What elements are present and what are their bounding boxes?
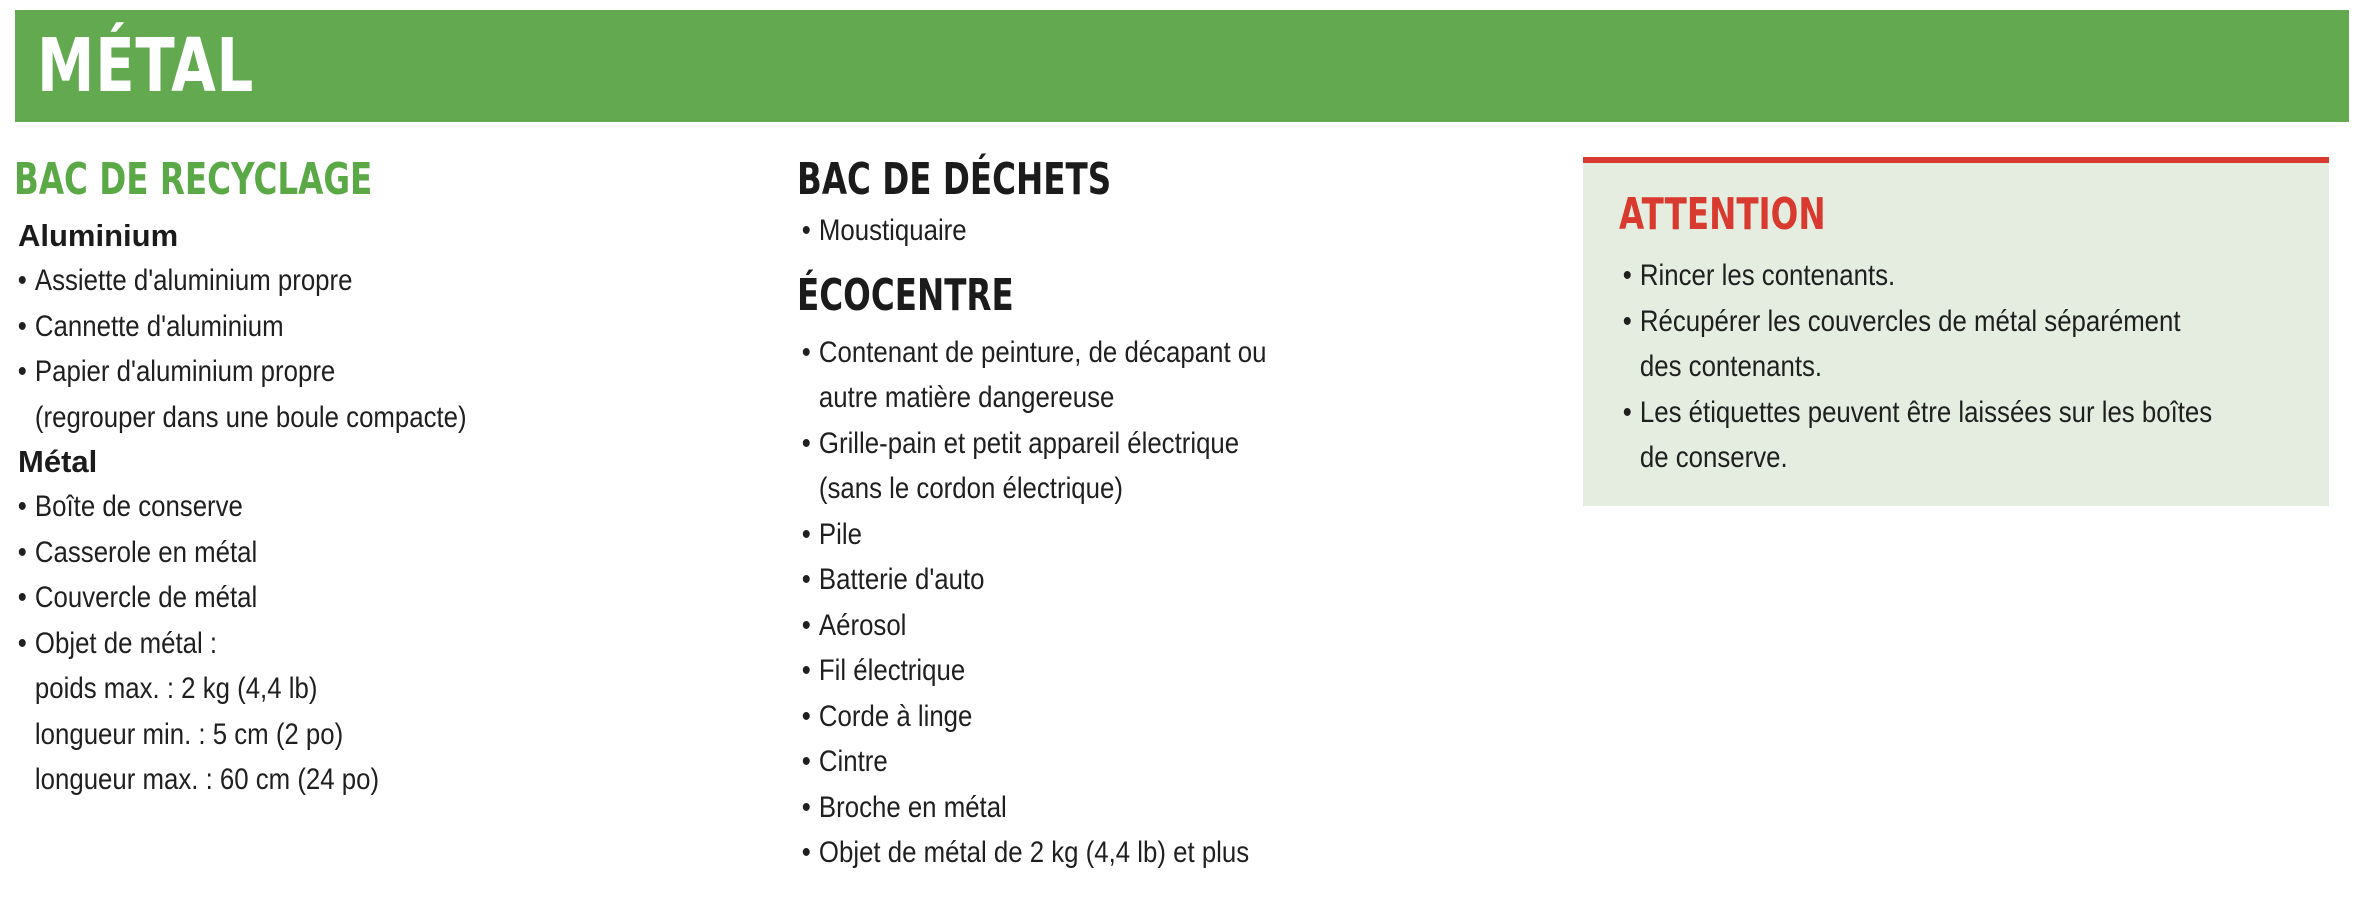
list-item-text: • Fil électrique [818,654,966,687]
list-item-text: • Corde à linge [818,699,973,733]
list-item [1621,253,2230,299]
list-item-text: • Grille-pain et petit appareil électrique [818,426,1240,460]
list-item-text: • Assiette d'aluminium propre [34,264,353,297]
attention-list [1621,253,2329,481]
list-item [800,785,1451,831]
recycling-bin-heading: BAC DE RECYCLAGE [14,154,373,205]
list-item [800,208,1451,254]
list-item [1621,390,2230,481]
list-item-text: • Aérosol [818,608,907,642]
list-item-continuation: poids max. : 2 kg (4,4 lb) [34,672,318,705]
list-item-text: • Broche en métal [818,790,1007,824]
list-item [800,512,1451,558]
page-banner [15,10,2349,122]
attention-heading: ATTENTION [1619,189,1826,240]
aluminium-list [16,258,774,440]
list-item-continuation: de conserve. [1639,441,1788,474]
list-item-text: • Objet de métal : [34,626,218,660]
list-item-text: • Papier d'aluminium propre [34,355,336,388]
list-item [800,603,1451,649]
list-item [16,621,668,803]
list-item-text: • Boîte de conserve [34,490,243,523]
list-item [800,421,1451,512]
list-item-continuation: longueur max. : 60 cm (24 po) [34,763,380,796]
list-item [800,330,1451,421]
list-item-text: • Contenant de peinture, de décapant ou [818,335,1267,369]
aluminium-subheading: Aluminium [18,218,179,253]
list-item-text: • Pile [818,517,862,551]
list-item-continuation: longueur min. : 5 cm (2 po) [34,717,344,751]
metal-list [16,484,774,803]
waste-bin-list [800,208,1557,254]
list-item [800,830,1451,876]
list-item-text: • Moustiquaire [818,214,967,247]
list-item [800,739,1451,785]
list-item-text: • Cannette d'aluminium [34,309,284,343]
list-item [800,694,1451,740]
aluminium-group [14,214,774,440]
list-item [16,258,668,304]
list-item [16,304,668,350]
list-item-text: • Rincer les contenants. [1639,259,1896,292]
list-item-text: • Batterie d'auto [818,563,985,596]
list-item-continuation: (sans le cordon électrique) [818,472,1123,505]
list-item [800,648,1451,694]
ecocentre-list [800,330,1557,876]
list-item [16,484,668,530]
list-item-continuation: autre matière dangereuse [818,381,1115,414]
metal-group [14,440,774,803]
page-title: MÉTAL [37,23,255,109]
list-item [16,349,668,440]
list-item-text: • Couvercle de métal [34,581,258,614]
waste-bin-heading: BAC DE DÉCHETS [797,154,1112,205]
list-item-continuation: (regrouper dans une boule compacte) [34,400,467,434]
attention-box [1583,157,2329,506]
ecocentre-section [797,268,1557,876]
list-item-text: • Objet de métal de 2 kg (4,4 lb) et plus [818,836,1250,869]
waste-and-ecocentre-column [797,152,1557,876]
list-item [16,575,668,621]
list-item [1621,299,2230,390]
list-item-text: • Casserole en métal [34,535,258,569]
recycling-bin-section [14,152,774,803]
list-item-text: • Les étiquettes peuvent être laissées sur les boîtes [1639,395,2213,429]
list-item-text: • Récupérer les couvercles de métal séparément [1639,304,2181,338]
list-item [800,557,1451,603]
list-item [16,530,668,576]
ecocentre-heading: ÉCOCENTRE [797,269,1014,321]
list-item-text: • Cintre [818,745,888,778]
metal-subheading: Métal [18,444,98,479]
waste-bin-section [797,152,1557,254]
list-item-continuation: des contenants. [1639,350,1823,383]
